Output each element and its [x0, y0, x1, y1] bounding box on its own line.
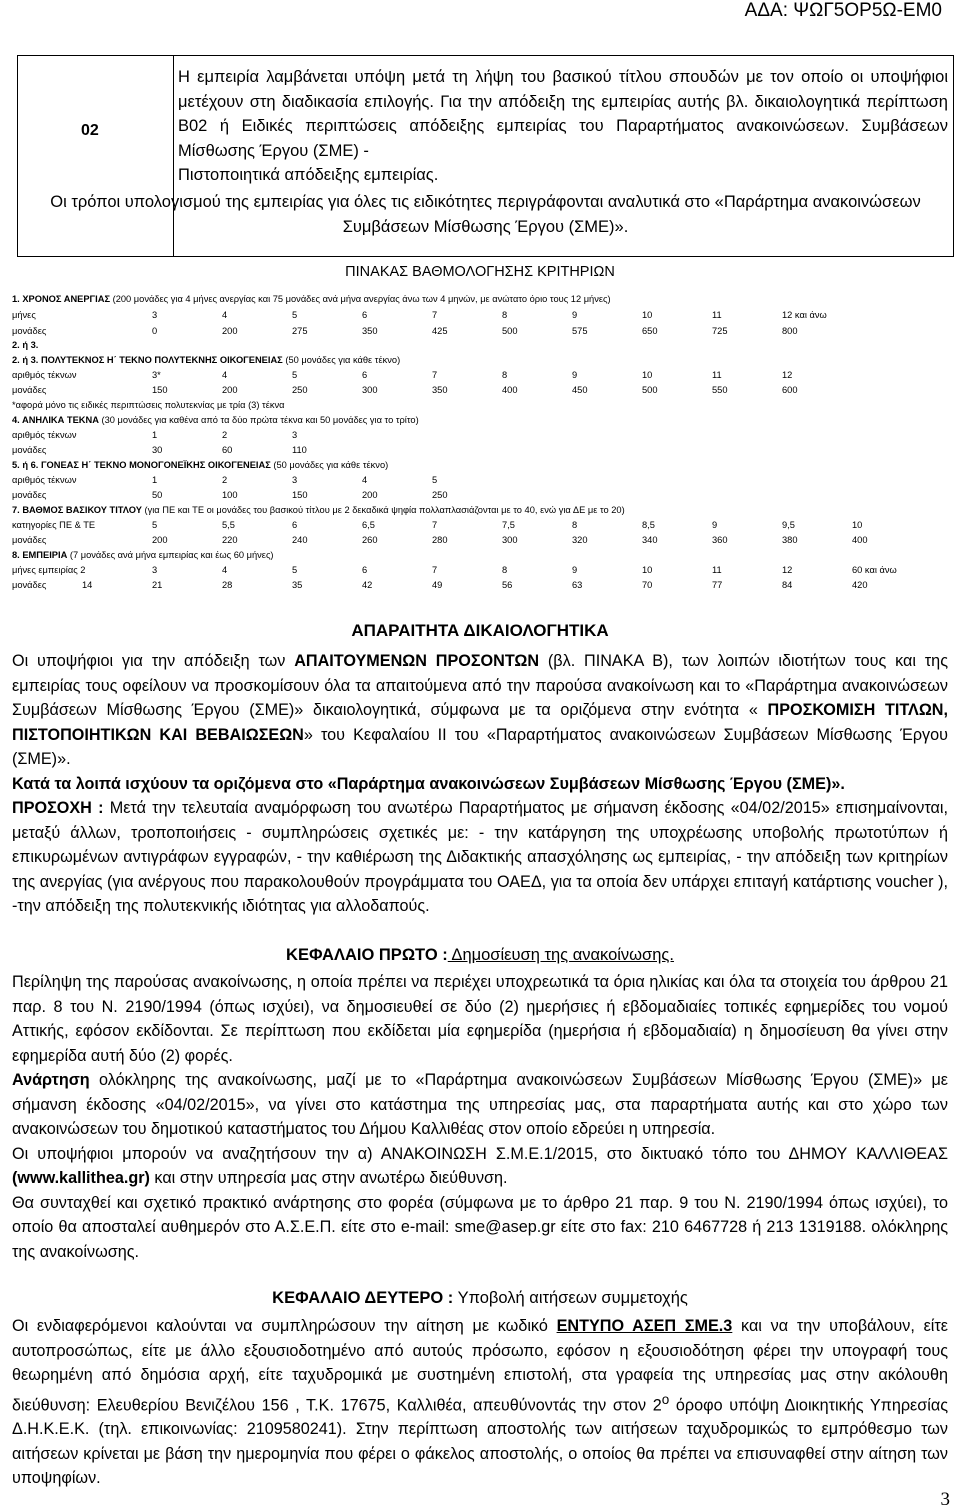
s1-heading: 1. ΧΡΟΝΟΣ ΑΝΕΡΓΙΑΣ (200 μονάδες για 4 μήνες ανεργίας και 75 μονάδες ανά μήνα ανεργίας άνω των 4 μηνών, με ανώτατο όριο τους 12 μήνες)	[12, 294, 611, 304]
table-cell: 70	[642, 580, 653, 590]
table-cell: 30	[152, 445, 163, 455]
s1-row-months	[12, 310, 952, 322]
table-cell: 5	[432, 475, 438, 485]
annex-rule-text: Κατά τα λοιπά ισχύουν τα οριζόμενα στο «Παράρτημα ανακοινώσεων Συμβάσεων Μίσθωσης Έργου (ΣΜΕ)».	[12, 774, 845, 793]
table-cell: 4	[222, 310, 228, 320]
table-cell: 7	[432, 370, 438, 380]
s6-heading: 5. ή 6. ΓΟΝΕΑΣ Η΄ ΤΕΚΝΟ ΜΟΝΟΓΟΝΕΪΚΗΣ ΟΙΚΟΓΕΝΕΙΑΣ (50 μονάδες για κάθε τέκνο)	[12, 460, 389, 470]
table-cell: 35	[292, 580, 303, 590]
table-cell: μονάδες	[12, 580, 47, 590]
attention-label: ΠΡΟΣΟΧΗ :	[12, 799, 104, 817]
form-code: ΕΝΤΥΠΟ ΑΣΕΠ ΣΜΕ.3	[556, 1317, 733, 1335]
table-cell: 28	[222, 580, 233, 590]
table-cell: 350	[362, 326, 378, 336]
table-cell: 7	[432, 520, 438, 530]
table-cell: 6	[362, 370, 368, 380]
table-cell: 9	[572, 310, 578, 320]
table-cell: 0	[152, 326, 158, 336]
table-cell: 21	[152, 580, 163, 590]
page-number: 3	[940, 1489, 950, 1510]
table-cell: 7	[432, 310, 438, 320]
experience-text-main: Η εμπειρία λαμβάνεται υπόψη μετά τη λήψη του βασικού τίτλου σπουδών με τον οποίο οι υποψήφιοι μετέχουν στη διαδικασία επιλογής. Για την απόδειξη της εμπειρίας αυτής βλ. δικαιολογητικά περίπτωση Β02 ή Ειδικές περιπτώσεις απόδειξης εμπειρίας του Παραρτήματος ανακοινώσεων. Συμβάσεων Μίσθωσης Έργου (ΣΜΕ) -	[178, 68, 948, 160]
table-cell: 100	[222, 490, 238, 500]
table-cell: 250	[432, 490, 448, 500]
s7-heading: 7. ΒΑΘΜΟΣ ΒΑΣΙΚΟΥ ΤΙΤΛΟΥ (για ΠΕ και ΤΕ οι μονάδες του βασικού τίτλου με 2 δεκαδικά ψηφία πολλαπλασιάζονται με το 40, ενώ για ΔΕ με το 20)	[12, 505, 625, 515]
table-cell: 350	[432, 385, 448, 395]
table-cell: 400	[502, 385, 518, 395]
table-cell: 6	[362, 310, 368, 320]
table-cell: μήνες εμπειρίας 2	[12, 565, 86, 575]
table-cell: 84	[782, 580, 793, 590]
table-cell: 240	[292, 535, 308, 545]
table-cell: 12	[782, 370, 793, 380]
posting-label: Ανάρτηση	[12, 1071, 90, 1089]
table-cell: 260	[362, 535, 378, 545]
table-cell: 2	[222, 475, 228, 485]
table-cell: 450	[572, 385, 588, 395]
experience-cell	[17, 55, 954, 257]
table-cell: 200	[222, 326, 238, 336]
s3-row-points	[12, 385, 952, 397]
table-cell: 8	[572, 520, 578, 530]
table-cell: μονάδες	[12, 535, 47, 545]
s6-row-children	[12, 475, 952, 487]
s8-heading: 8. ΕΜΠΕΙΡΙΑ (7 μονάδες ανά μήνα εμπειρίας και έως 60 μήνες)	[12, 550, 274, 560]
table-cell: 4	[222, 565, 228, 575]
experience-text-certificates: Πιστοποιητικά απόδειξης εμπειρίας.	[178, 166, 439, 184]
table-cell: 4	[222, 370, 228, 380]
table-cell: 10	[852, 520, 863, 530]
table-cell: 11	[712, 565, 722, 575]
s4-row-points	[12, 445, 952, 457]
ada-code: ΑΔΑ: ΨΩΓ5ΟΡ5Ω-ΕΜ0	[744, 0, 942, 21]
table-cell: 5	[292, 370, 298, 380]
experience-text	[178, 65, 948, 188]
table-cell: μονάδες	[12, 385, 47, 395]
table-cell: 1	[152, 430, 158, 440]
table-cell: 9	[712, 520, 718, 530]
s4-heading: 4. ΑΝΗΛΙΚΑ ΤΕΚΝΑ (30 μονάδες για καθένα από τα δύο πρώτα τέκνα και 50 μονάδες για το τρίτο)	[12, 415, 419, 425]
table-cell: μήνες	[12, 310, 36, 320]
table-cell: 200	[362, 490, 378, 500]
table-cell: 7,5	[502, 520, 515, 530]
table-cell: 60 και άνω	[852, 565, 897, 575]
table-cell: 300	[362, 385, 378, 395]
table-cell: 1	[152, 475, 158, 485]
table-cell: 380	[782, 535, 798, 545]
table-cell: αριθμός τέκνων	[12, 430, 77, 440]
table-cell: 360	[712, 535, 728, 545]
scoring-table-title: ΠΙΝΑΚΑΣ ΒΑΘΜΟΛΟΓΗΣΗΣ ΚΡΙΤΗΡΙΩΝ	[345, 264, 615, 280]
table-cell: 400	[852, 535, 868, 545]
s1-row-points	[12, 326, 952, 338]
table-cell: αριθμός τέκνων	[12, 370, 77, 380]
table-cell: 8	[502, 370, 508, 380]
table-cell: 11	[712, 370, 722, 380]
table-cell: 14	[82, 580, 93, 590]
table-cell: 5	[292, 310, 298, 320]
table-cell: 9	[572, 565, 578, 575]
s3-row-children	[12, 370, 952, 382]
s8-row-points	[12, 580, 952, 592]
table-cell: μονάδες	[12, 445, 47, 455]
table-cell: 8,5	[642, 520, 655, 530]
table-cell: 9	[572, 370, 578, 380]
table-cell: 77	[712, 580, 723, 590]
table-cell: 56	[502, 580, 513, 590]
table-cell: 8	[502, 565, 508, 575]
table-cell: 6	[292, 520, 298, 530]
table-cell: 110	[292, 445, 307, 455]
experience-calc-text: Οι τρόποι υπολογισμού της εμπειρίας για όλες τις ειδικότητες περιγράφονται αναλυτικά στο «Παράρτημα ανακοινώσεων Συμβάσεων Μίσθωσης Έργου (ΣΜΕ)».	[50, 193, 921, 236]
table-cell: 10	[642, 310, 653, 320]
chapter-two-text: Οι ενδιαφερόμενοι καλούνται να συμπληρώσουν την αίτηση με κωδικό ΕΝΤΥΠΟ ΑΣΕΠ ΣΜΕ.3 και να την υποβάλουν, είτε αυτοπροσώπως, είτε με άλλο εξουσιοδοτημένο από αυτούς πρόσωπο, εφόσον η εξουσιοδότηση φέρει την υπογραφή τους θεωρημένη από δημόσια αρχή, είτε ταχυδρομικά με συστημένη επιστολή, στα γραφεία της υπηρεσίας μας στην ακόλουθη διεύθυνση: Ελευθερίου Βενιζέλου 156 , Τ.Κ. 17675, Καλλιθέα, απευθύνοντάς την στον $2^o$ όροφο υπόψη Διοικητικής Υπηρεσίας Δ.Η.Κ.Ε.Κ. (τηλ. επικοινωνίας: 2109580241). Στην περίπτωση αποστολής των αιτήσεων ταχυδρομικώς το εμπρόθεσμο των αιτήσεων κρίνεται με βάση την ημερομηνία που φέρει ο φάκελος αποστολής, ο οποίος θα πρέπει να επισυναφθεί στην αίτηση των υποψηφίων.	[12, 1317, 949, 1488]
table-cell: κατηγορίες ΠΕ & ΤΕ	[12, 520, 96, 530]
table-cell: 200	[152, 535, 168, 545]
table-cell: 250	[292, 385, 308, 395]
table-cell: 5	[152, 520, 158, 530]
table-cell: μονάδες	[12, 326, 47, 336]
table-cell: 63	[572, 580, 583, 590]
table-cell: 280	[432, 535, 448, 545]
table-cell: 3	[152, 310, 158, 320]
table-cell: 3	[292, 475, 298, 485]
table-cell: 150	[292, 490, 308, 500]
table-cell: 42	[362, 580, 373, 590]
website-link[interactable]: (www.kallithea.gr)	[12, 1169, 150, 1187]
table-cell: 2	[222, 430, 228, 440]
table-cell: 4	[362, 475, 368, 485]
row-number: 02	[81, 122, 99, 139]
s3-note: *αφορά μόνο τις ειδικές περιπτώσεις πολυτεκνίας με τρία (3) τέκνα	[12, 400, 285, 410]
table-cell: 6	[362, 565, 368, 575]
table-cell: 500	[642, 385, 658, 395]
table-cell: 8	[502, 310, 508, 320]
table-cell: 275	[292, 326, 308, 336]
chapter-two-heading: ΚΕΦΑΛΑΙΟ ΔΕΥΤΕΡΟ : Υποβολή αιτήσεων συμμετοχής	[272, 1289, 688, 1307]
table-cell: αριθμός τέκνων	[12, 475, 77, 485]
table-cell: 500	[502, 326, 518, 336]
table-cell: 3*	[152, 370, 161, 380]
s4-row-children	[12, 430, 952, 442]
table-cell: 5,5	[222, 520, 235, 530]
table-cell: 800	[782, 326, 798, 336]
table-cell: 220	[222, 535, 238, 545]
s8-row-months	[12, 565, 952, 577]
table-cell: 9,5	[782, 520, 795, 530]
s7-row-grades	[12, 520, 952, 532]
table-cell: 575	[572, 326, 588, 336]
table-cell: 12	[782, 565, 793, 575]
table-cell: 340	[642, 535, 658, 545]
table-cell: 650	[642, 326, 658, 336]
table-cell: 550	[712, 385, 728, 395]
table-cell: 600	[782, 385, 798, 395]
table-cell: 7	[432, 565, 438, 575]
table-cell: 320	[572, 535, 588, 545]
table-cell: 12 και άνω	[782, 310, 827, 320]
table-cell: 10	[642, 565, 653, 575]
s3-heading: 2. ή 3. ΠΟΛΥΤΕΚΝΟΣ Η΄ ΤΕΚΝΟ ΠΟΛΥΤΕΚΝΗΣ ΟΙΚΟΓΕΝΕΙΑΣ (50 μονάδες για κάθε τέκνο)	[12, 355, 401, 365]
table-cell: 60	[222, 445, 233, 455]
required-docs-paragraph: Οι υποψήφιοι για την απόδειξη των ΑΠΑΙΤΟΥΜΕΝΩΝ ΠΡΟΣΟΝΤΩΝ (βλ. ΠΙΝΑΚΑ Β), των λοιπών ιδιοτήτων τους και της εμπειρίας τους οφείλουν να προσκομίσουν όλα τα απαιτούμενα από την παρούσα ανακοίνωση και το «Παράρτημα ανακοινώσεων Συμβάσεων Μίσθωσης Έργου (ΣΜΕ)» δικαιολογητικά, σύμφωνα με τα οριζόμενα στην ενότητα « ΠΡΟΣΚΟΜΙΣΗ ΤΙΤΛΩΝ, ΠΙΣΤΟΠΟΙΗΤΙΚΩΝ ΚΑΙ ΒΕΒΑΙΩΣΕΩΝ» του Κεφαλαίου ΙΙ του «Παραρτήματος ανακοινώσεων Συμβάσεων Μίσθωσης Έργου (ΣΜΕ)». Κατά τα λοιπά ισχύουν τα οριζόμενα στο «Παράρτημα ανακοινώσεων Συμβάσεων Μίσθωσης Έργου (ΣΜΕ)». ΠΡΟΣΟΧΗ : Μετά την τελευταία αναμόρφωση του ανωτέρω Παραρτήματος με σήμανση έκδοσης «04/02/2015» επισημαίνονται, μεταξύ άλλων, τροποποιήσεις - συμπληρώσεις σχετικές με: - την κατάργηση της υποχρέωσης υποβολής πρωτοτύπων ή επικυρωμένων αντιγράφων εγγραφών, - την καθιέρωση της Διδακτικής απασχόλησης ως εμπειρίας, - την απόδειξη των κριτηρίων της ανεργίας (για ανέργους που παρακολουθούν προγράμματα του ΟΑΕΔ, για τα οποία δεν υπάρχει επιταγή κατάρτισης voucher ), -την απόδειξη της πολυτεκνικής ιδιότητας για αλλοδαπούς.	[12, 652, 948, 915]
table-cell: 11	[712, 310, 722, 320]
table-cell: 6,5	[362, 520, 375, 530]
table-cell: 200	[222, 385, 238, 395]
table-cell: 3	[292, 430, 298, 440]
table-cell: 10	[642, 370, 653, 380]
table-cell: 5	[292, 565, 298, 575]
table-cell: μονάδες	[12, 490, 47, 500]
table-cell: 725	[712, 326, 728, 336]
table-cell: 420	[852, 580, 868, 590]
s6-row-points	[12, 490, 952, 502]
table-cell: 50	[152, 490, 163, 500]
table-cell: 49	[432, 580, 443, 590]
table-cell: 300	[502, 535, 518, 545]
table-cell: 3	[152, 565, 158, 575]
chapter-one-heading: ΚΕΦΑΛΑΙΟ ΠΡΩΤΟ : Δημοσίευση της ανακοίνωσης.	[286, 946, 674, 964]
s2-heading: 2. ή 3.	[12, 340, 39, 350]
table-cell: 425	[432, 326, 448, 336]
table-cell: 150	[152, 385, 168, 395]
required-docs-heading: ΑΠΑΡΑΙΤΗΤΑ ΔΙΚΑΙΟΛΟΓΗΤΙΚΑ	[351, 621, 609, 640]
chapter-one-text: Περίληψη της παρούσας ανακοίνωσης, η οποία πρέπει να περιέχει υποχρεωτικά τα όρια ηλικίας και όλα τα στοιχεία του άρθρου 21 παρ. 8 του Ν. 2190/1994 (όπως ισχύει), να δημοσιευθεί σε δύο (2) ημερήσιες ή εβδομαδιαίες τοπικές εφημερίδες του νομού Αττικής, εφόσον εκδίδονται. Σε περίπτωση που εκδίδεται μία εφημερίδα (ημερήσια ή εβδομαδιαία) η δημοσίευση θα γίνει στην εφημερίδα αυτή δύο (2) φορές. Ανάρτηση ολόκληρης της ανακοίνωσης, μαζί με το «Παράρτημα ανακοινώσεων Συμβάσεων Μίσθωσης Έργου (ΣΜΕ)» με σήμανση έκδοσης «04/02/2015», να γίνει στο κατάστημα της υπηρεσίας μας, στα παραρτήματα αυτής και στο χώρο των ανακοινώσεων του δημοτικού καταστήματος του Δήμου Καλλιθέας στον οποίο εδρεύει η υπηρεσία. Οι υποψήφιοι μπορούν να αναζητήσουν την α) ΑΝΑΚΟΙΝΩΣΗ Σ.Μ.Ε.1/2015, στο δικτυακό τόπο του ΔΗΜΟΥ ΚΑΛΛΙΘΕΑΣ (www.kallithea.gr) και στην υπηρεσία μας στην ανωτέρω διεύθυνση. Θα συνταχθεί και σχετικό πρακτικό ανάρτησης στο φορέα (σύμφωνα με το άρθρο 21 παρ. 9 του Ν. 2190/1994 όπως ισχύει), το οποίο θα αποσταλεί αυθημερόν στο Α.Σ.Ε.Π. είτε στο e-mail: sme@asep.gr είτε στο fax: 210 6467728 ή 213 1319188. ολόκληρης της ανακοίνωσης.	[12, 973, 948, 1261]
s7-row-points	[12, 535, 952, 547]
